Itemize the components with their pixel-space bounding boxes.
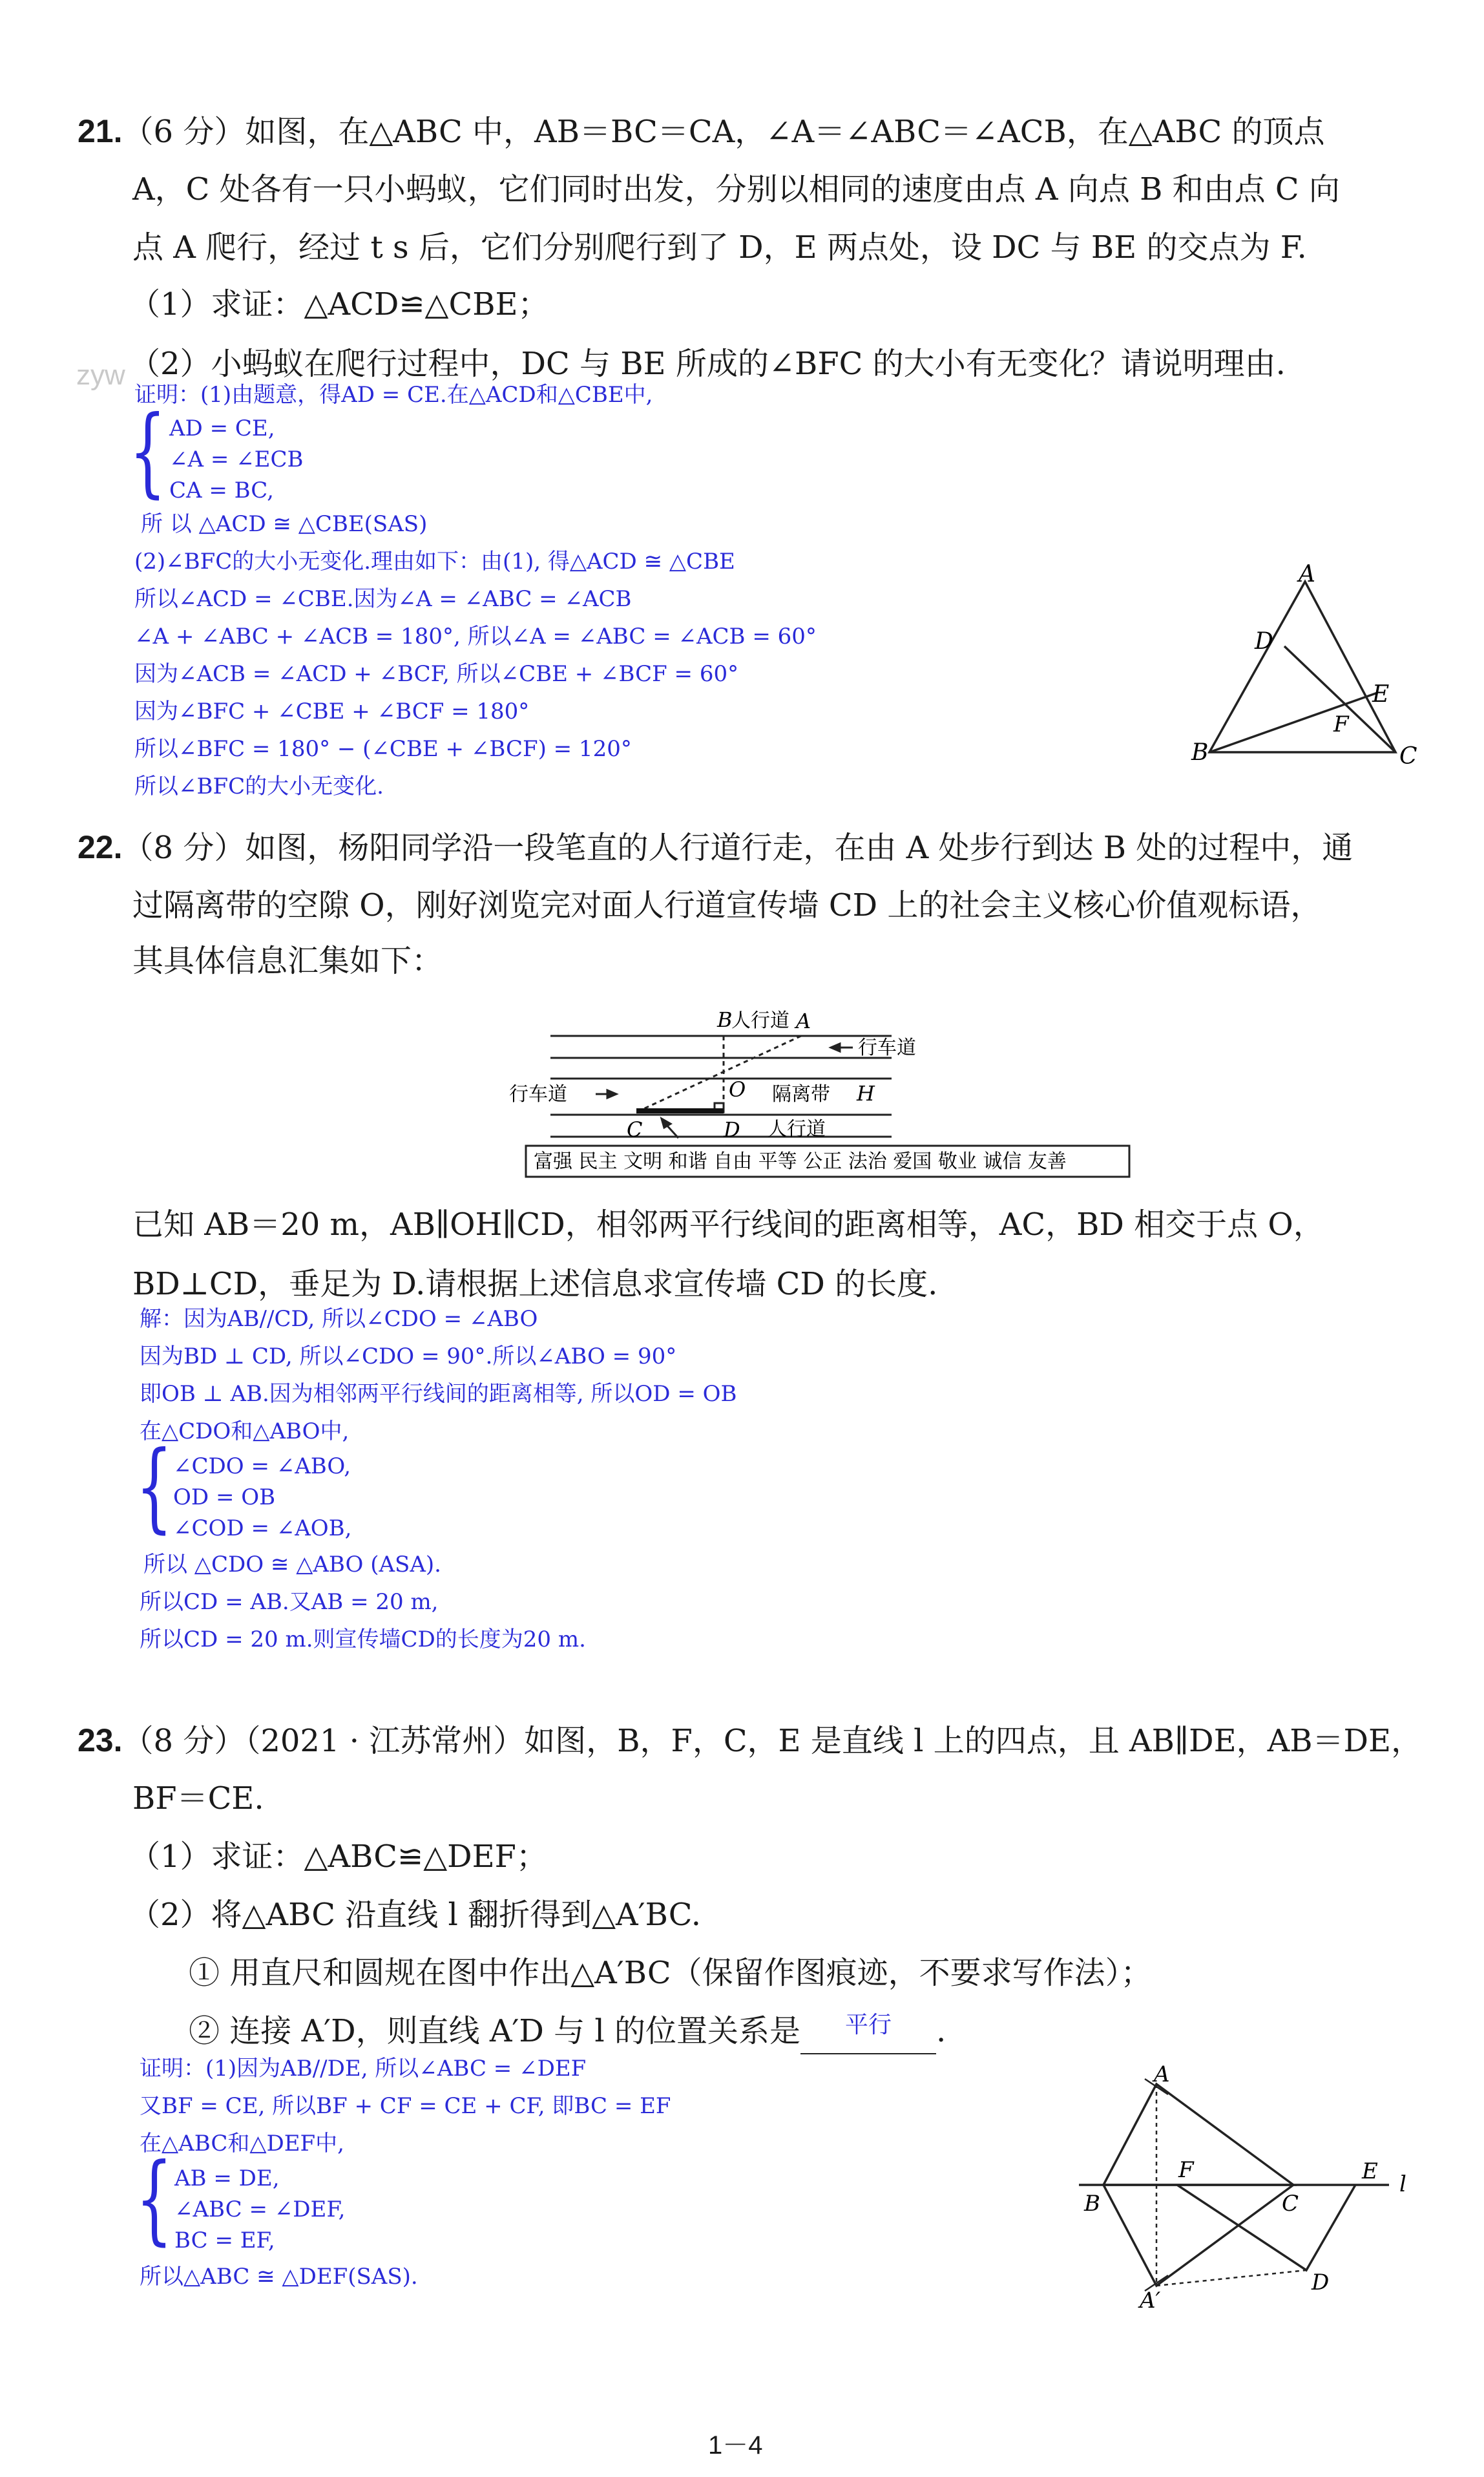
label-o: O [729, 1077, 746, 1102]
q21-sol-8: 因为∠ACB = ∠ACD + ∠BCF, 所以∠CBE + ∠BCF = 60° [134, 661, 739, 687]
q21-sol-7: ∠A + ∠ABC + ∠ACB = 180°, 所以∠A = ∠ABC = ∠ACB = 60° [134, 624, 817, 649]
q23-sol-3: AB = DE, [174, 2166, 280, 2191]
q22-sol-9: 所以CD = 20 m.则宣传墙CD的长度为20 m. [140, 1627, 586, 1652]
label-f: F [1333, 711, 1349, 737]
q22-line3: 其具体信息汇集如下： [132, 943, 443, 979]
q21-part2: （2）小蚂蚁在爬行过程中，DC 与 BE 所成的∠BFC 的大小有无变化？请说明理由. [129, 346, 1286, 382]
q22-number: 22. [78, 829, 123, 865]
q22-sol-8: 所以CD = AB.又AB = 20 m, [140, 1589, 439, 1615]
q21-sol-9: 因为∠BFC + ∠CBE + ∠BCF = 180° [134, 699, 530, 724]
q21-brace: { [129, 395, 167, 508]
label-h: H [857, 1081, 875, 1106]
label-d: D [1255, 628, 1273, 655]
q21-text1: （6 分）如图，在△ABC 中，AB＝BC＝CA，∠A＝∠ABC＝∠ACB，在△ABC 的顶点 [122, 114, 1325, 150]
q21-sol-4: 所 以 △ACD ≅ △CBE(SAS) [141, 511, 428, 537]
segment-be [1209, 693, 1377, 752]
q22-sol-6: ∠COD = ∠AOB, [173, 1515, 352, 1541]
q21-sol-11: 所以∠BFC的大小无变化. [134, 774, 384, 799]
label-a: A [1299, 562, 1315, 587]
line-a2d [1156, 2270, 1306, 2286]
q23-text1: （8 分）（2021 · 江苏常州）如图，B，F，C，E 是直线 l 上的四点，且 AB∥DE，AB＝DE， [122, 1723, 1423, 1759]
q22-line4: 已知 AB＝20 m，AB∥OH∥CD，相邻两平行线间的距离相等，AC，BD 相交于点 O， [132, 1207, 1324, 1243]
label-b: B [717, 1007, 733, 1032]
q23-part4-end: . [936, 2013, 946, 2049]
q21-sol-2: ∠A = ∠ECB [169, 447, 304, 472]
q21-number: 21. [78, 113, 123, 149]
q22-sol-3: 在△CDO和△ABO中, [140, 1418, 350, 1444]
q23-part4 [189, 2011, 946, 2054]
q23-part1: （1）求证：△ABC≌△DEF； [129, 1839, 547, 1875]
label-d: D [1312, 2270, 1330, 2295]
label-e: E [1372, 681, 1390, 708]
q23-sol-6: 所以△ABC ≅ △DEF(SAS). [140, 2264, 418, 2290]
label-b: B [1084, 2191, 1100, 2217]
label-c: C [1282, 2191, 1299, 2217]
q23-sol-5: BC = EF, [174, 2228, 275, 2253]
q22-sol-0: 解：因为AB//CD, 所以∠CDO = ∠ABO [140, 1306, 538, 1332]
watermark: zyw [76, 359, 125, 391]
q23-answer: 平行 [844, 2012, 892, 2038]
q23-sol-2: 在△ABC和△DEF中, [140, 2131, 344, 2156]
q22-line1 [78, 827, 1353, 868]
q23-line2: BF＝CE. [132, 1780, 264, 1817]
q21-sol-6: 所以∠ACD = ∠CBE.因为∠A = ∠ABC = ∠ACB [134, 586, 632, 612]
slogan-text: 富强 民主 文明 和谐 自由 平等 公正 法治 爱国 敬业 诚信 友善 [534, 1150, 1067, 1173]
q23-part3: ① 用直尺和圆规在图中作出△A′BC（保留作图痕迹，不要求写作法）； [189, 1955, 1152, 1991]
q23-figure [1066, 2065, 1428, 2310]
q21-part1: （1）求证：△ACD≌△CBE； [129, 286, 549, 322]
q22-text1: （8 分）如图，杨阳同学沿一段笔直的人行道行走，在由 A 处步行到达 B 处的过程中，通 [122, 830, 1353, 866]
q23-part4-text: ② 连接 A′D，则直线 A′D 与 l 的位置关系是 [189, 2013, 800, 2049]
q23-sol-4: ∠ABC = ∠DEF, [174, 2197, 346, 2222]
label-d: D [724, 1117, 740, 1142]
q22-line2: 过隔离带的空隙 O，刚好浏览完对面人行道宣传墙 CD 上的社会主义核心价值观标语， [132, 887, 1322, 923]
label-a-prime: A′ [1140, 2288, 1161, 2310]
triangle-def [1177, 2185, 1355, 2270]
label-c: C [1399, 743, 1417, 770]
q23-answer-blank [800, 2011, 936, 2054]
wall-cd [636, 1108, 724, 1113]
q21-sol-1: AD = CE, [169, 416, 275, 441]
q23-sol-0: 证明：(1)因为AB//DE, 所以∠ABC = ∠DEF [140, 2056, 587, 2082]
label-a: A [1154, 2065, 1170, 2087]
label-a: A [796, 1009, 811, 1033]
q21-sol-10: 所以∠BFC = 180° − (∠CBE + ∠BCF) = 120° [134, 736, 632, 762]
q22-line5: BD⊥CD，垂足为 D.请根据上述信息求宣传墙 CD 的长度. [132, 1266, 938, 1302]
q21-sol-0: 证明：(1)由题意，得AD = CE.在△ACD和△CBE中, [134, 382, 653, 408]
triangle-abc [1103, 2084, 1293, 2185]
q22-sol-2: 即OB ⊥ AB.因为相邻两平行线间的距离相等, 所以OD = OB [140, 1381, 737, 1407]
label-top-walk: 人行道 [731, 1009, 789, 1032]
q22-sol-7: 所以 △CDO ≅ △ABO (ASA). [143, 1552, 441, 1577]
label-divider: 隔离带 [772, 1083, 830, 1106]
q22-sol-1: 因为BD ⊥ CD, 所以∠CDO = 90°.所以∠ABO = 90° [140, 1344, 677, 1369]
label-road-right: 行车道 [858, 1037, 916, 1059]
q21-line3: 点 A 爬行，经过 t s 后，它们分别爬行到了 D，E 两点处，设 DC 与 BE 的交点为 F. [132, 229, 1307, 266]
q21-line1 [78, 111, 1325, 152]
label-b: B [1191, 739, 1209, 766]
q22-sol-4: ∠CDO = ∠ABO, [173, 1453, 351, 1479]
label-f: F [1178, 2157, 1194, 2183]
label-l: l [1399, 2171, 1406, 2197]
q21-sol-3: CA = BC, [169, 478, 274, 503]
q21-line2: A，C 处各有一只小蚂蚁，它们同时出发，分别以相同的速度由点 A 向点 B 和由点 C 向 [132, 171, 1340, 207]
label-c: C [627, 1117, 643, 1142]
q22-brace: { [136, 1431, 173, 1543]
q21-sol-5: (2)∠BFC的大小无变化.理由如下：由(1), 得△ACD ≅ △CBE [134, 549, 735, 574]
label-e: E [1362, 2158, 1378, 2184]
q22-road-figure [504, 998, 1163, 1192]
q23-sol-1: 又BF = CE, 所以BF + CF = CE + CF, 即BC = EF [140, 2093, 671, 2119]
q21-triangle-figure [1176, 562, 1434, 775]
label-bottom-walk: 人行道 [768, 1118, 826, 1141]
q22-sol-5: OD = OB [173, 1484, 276, 1510]
q23-number: 23. [78, 1722, 123, 1758]
label-road-left: 行车道 [509, 1083, 567, 1106]
q23-part2: （2）将△ABC 沿直线 l 翻折得到△A′BC. [129, 1897, 702, 1933]
page-number: 1－4 [708, 2431, 763, 2460]
q23-line1 [78, 1720, 1422, 1761]
q23-brace: { [136, 2143, 173, 2255]
